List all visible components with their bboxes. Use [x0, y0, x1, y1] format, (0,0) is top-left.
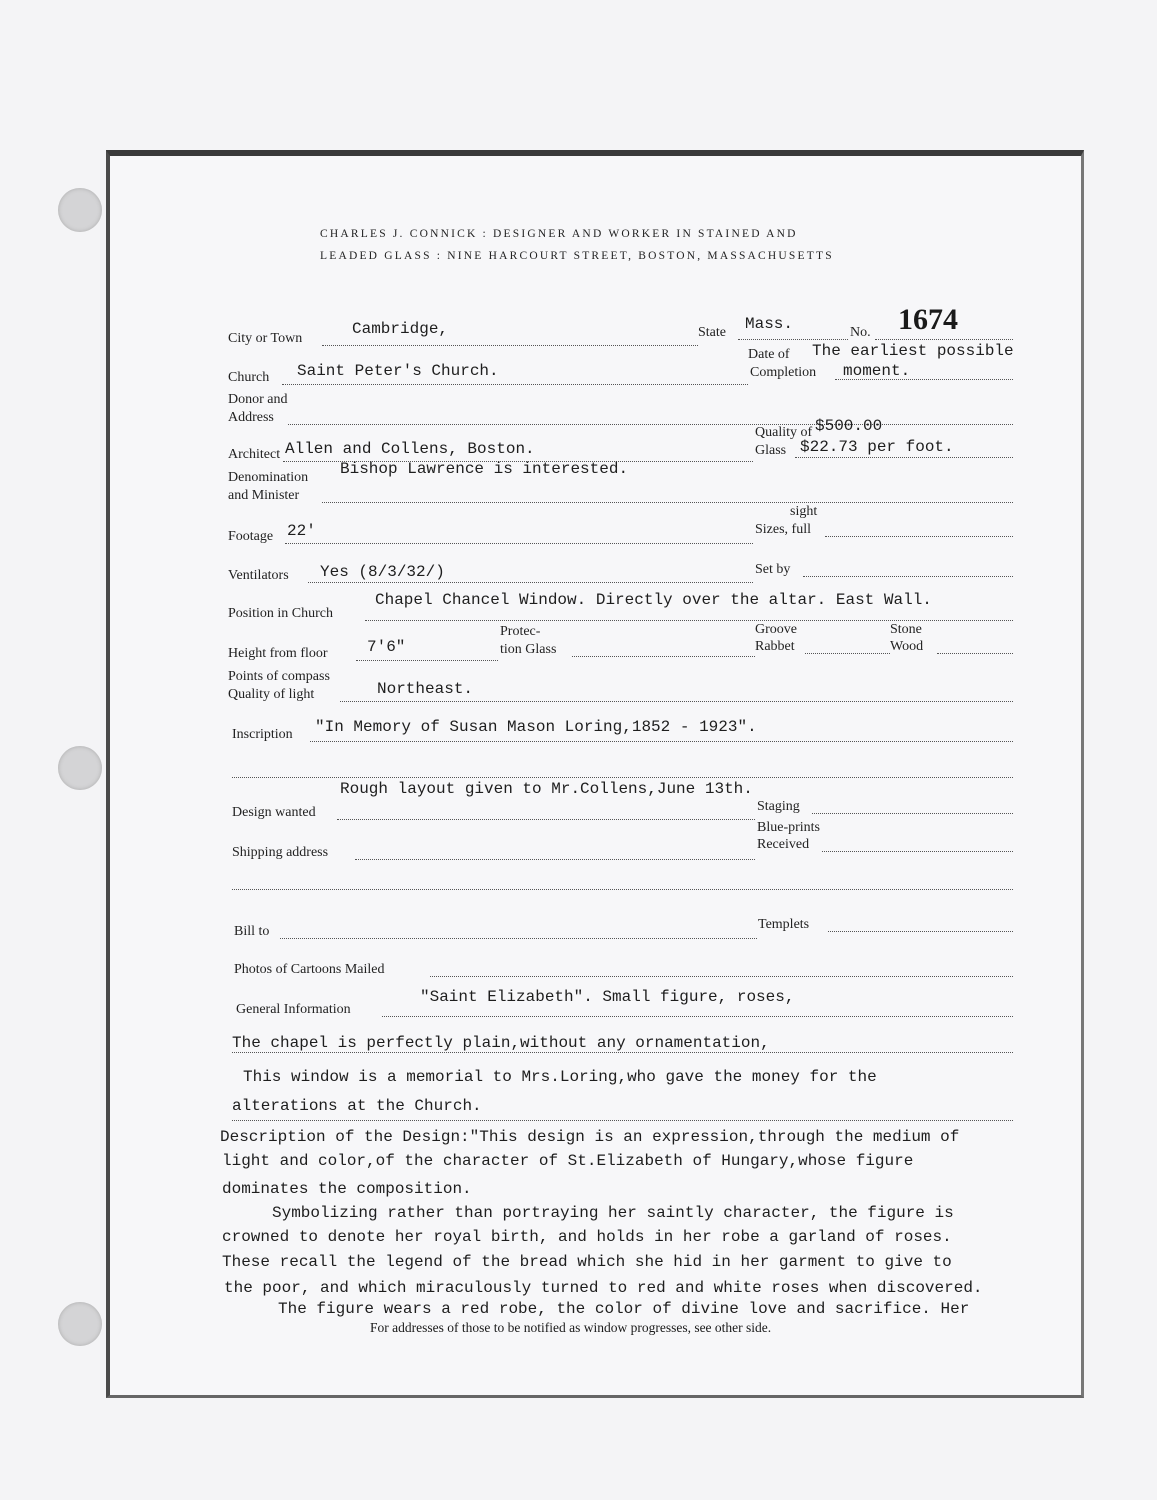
label-no: No. — [850, 325, 871, 340]
label-architect: Architect — [228, 447, 281, 462]
label-completion: Completion — [750, 365, 817, 380]
label-footage: Footage — [228, 529, 274, 544]
record-number: 1674 — [898, 303, 958, 336]
header-line-1: CHARLES J. CONNICK : DESIGNER AND WORKER IN STAINED AND — [320, 228, 798, 240]
quality-value-1: $500.00 — [815, 417, 883, 435]
position-value: Chapel Chancel Window. Directly over the altar. East Wall. — [375, 591, 932, 609]
label-sizes-full: Sizes, full — [755, 522, 811, 537]
note-line: alterations at the Church. — [232, 1097, 482, 1115]
label-templets: Templets — [758, 917, 810, 932]
label-date-of: Date of — [748, 347, 790, 362]
label-photos: Photos of Cartoons Mailed — [234, 962, 385, 977]
label-staging: Staging — [757, 799, 800, 814]
label-points-compass: Points of compass — [228, 669, 330, 684]
completion-value-2: moment. — [843, 362, 911, 380]
description-line: These recall the legend of the bread which she hid in her garment to give to — [222, 1253, 952, 1271]
note-line: This window is a memorial to Mrs.Loring,who gave the money for the — [243, 1068, 877, 1086]
city-value: Cambridge, — [352, 320, 449, 338]
punch-hole — [58, 1302, 102, 1346]
label-design-wanted: Design wanted — [232, 805, 316, 820]
label-height: Height from floor — [228, 646, 328, 661]
label-bill-to: Bill to — [234, 924, 270, 939]
description-line: crowned to denote her royal birth, and holds in her robe a garland of roses. — [222, 1228, 952, 1246]
inscription-value: "In Memory of Susan Mason Loring,1852 - 1923". — [315, 718, 757, 736]
label-rabbet: Rabbet — [755, 639, 795, 654]
ventilators-value: Yes (8/3/32/) — [320, 563, 445, 581]
label-position: Position in Church — [228, 606, 334, 621]
label-glass: Glass — [755, 443, 787, 458]
label-church: Church — [228, 370, 270, 385]
label-set-by: Set by — [755, 562, 791, 577]
note-line: The chapel is perfectly plain,without any ornamentation, — [232, 1034, 770, 1052]
label-minister: and Minister — [228, 488, 300, 503]
label-sight: sight — [790, 504, 818, 519]
description-line: the poor, and which miraculously turned to red and white roses when discovered. — [224, 1279, 983, 1297]
state-value: Mass. — [745, 315, 794, 333]
label-shipping: Shipping address — [232, 845, 329, 860]
general-value: "Saint Elizabeth". Small figure, roses, — [420, 988, 795, 1006]
label-quality-of: Quality of — [755, 425, 813, 440]
church-value: Saint Peter's Church. — [297, 362, 499, 380]
label-denomination: Denomination — [228, 470, 309, 485]
footer-note: For addresses of those to be notified as window progresses, see other side. — [370, 1320, 772, 1335]
punch-hole — [58, 746, 102, 790]
footage-value: 22' — [287, 522, 316, 540]
label-stone: Stone — [890, 622, 922, 637]
description-line: Symbolizing rather than portraying her saintly character, the figure is — [272, 1204, 954, 1222]
label-blue-prints: Blue-prints — [757, 820, 820, 835]
description-line: dominates the composition. — [222, 1180, 472, 1198]
label-quality-light: Quality of light — [228, 687, 315, 702]
architect-value: Allen and Collens, Boston. — [285, 440, 535, 458]
label-tion-glass: tion Glass — [500, 642, 557, 657]
label-wood: Wood — [890, 639, 924, 654]
description-line: light and color,of the character of St.Elizabeth of Hungary,whose figure — [222, 1152, 914, 1170]
quality-light-value: Northeast. — [377, 680, 474, 698]
label-groove: Groove — [755, 622, 797, 637]
label-ventilators: Ventilators — [228, 568, 289, 583]
label-protec: Protec- — [500, 624, 541, 639]
label-city: City or Town — [228, 331, 303, 346]
height-value: 7'6" — [367, 638, 406, 656]
quality-value-2: $22.73 per foot. — [800, 438, 954, 456]
label-received: Received — [757, 837, 810, 852]
label-donor: Donor and — [228, 392, 288, 407]
header-line-2: LEADED GLASS : NINE HARCOURT STREET, BOSTON, MASSACHUSETTS — [320, 250, 834, 262]
label-address: Address — [228, 410, 274, 425]
label-state: State — [698, 325, 726, 340]
punch-hole — [58, 188, 102, 232]
description-line: The figure wears a red robe, the color of divine love and sacrifice. Her — [278, 1300, 970, 1318]
design-wanted-value: Rough layout given to Mr.Collens,June 13th. — [340, 780, 753, 798]
label-inscription: Inscription — [232, 727, 293, 742]
denomination-value: Bishop Lawrence is interested. — [340, 460, 629, 478]
label-general: General Information — [236, 1002, 351, 1017]
completion-value-1: The earliest possible — [812, 342, 1014, 360]
description-line: Description of the Design:"This design is an expression,through the medium of — [220, 1128, 960, 1146]
